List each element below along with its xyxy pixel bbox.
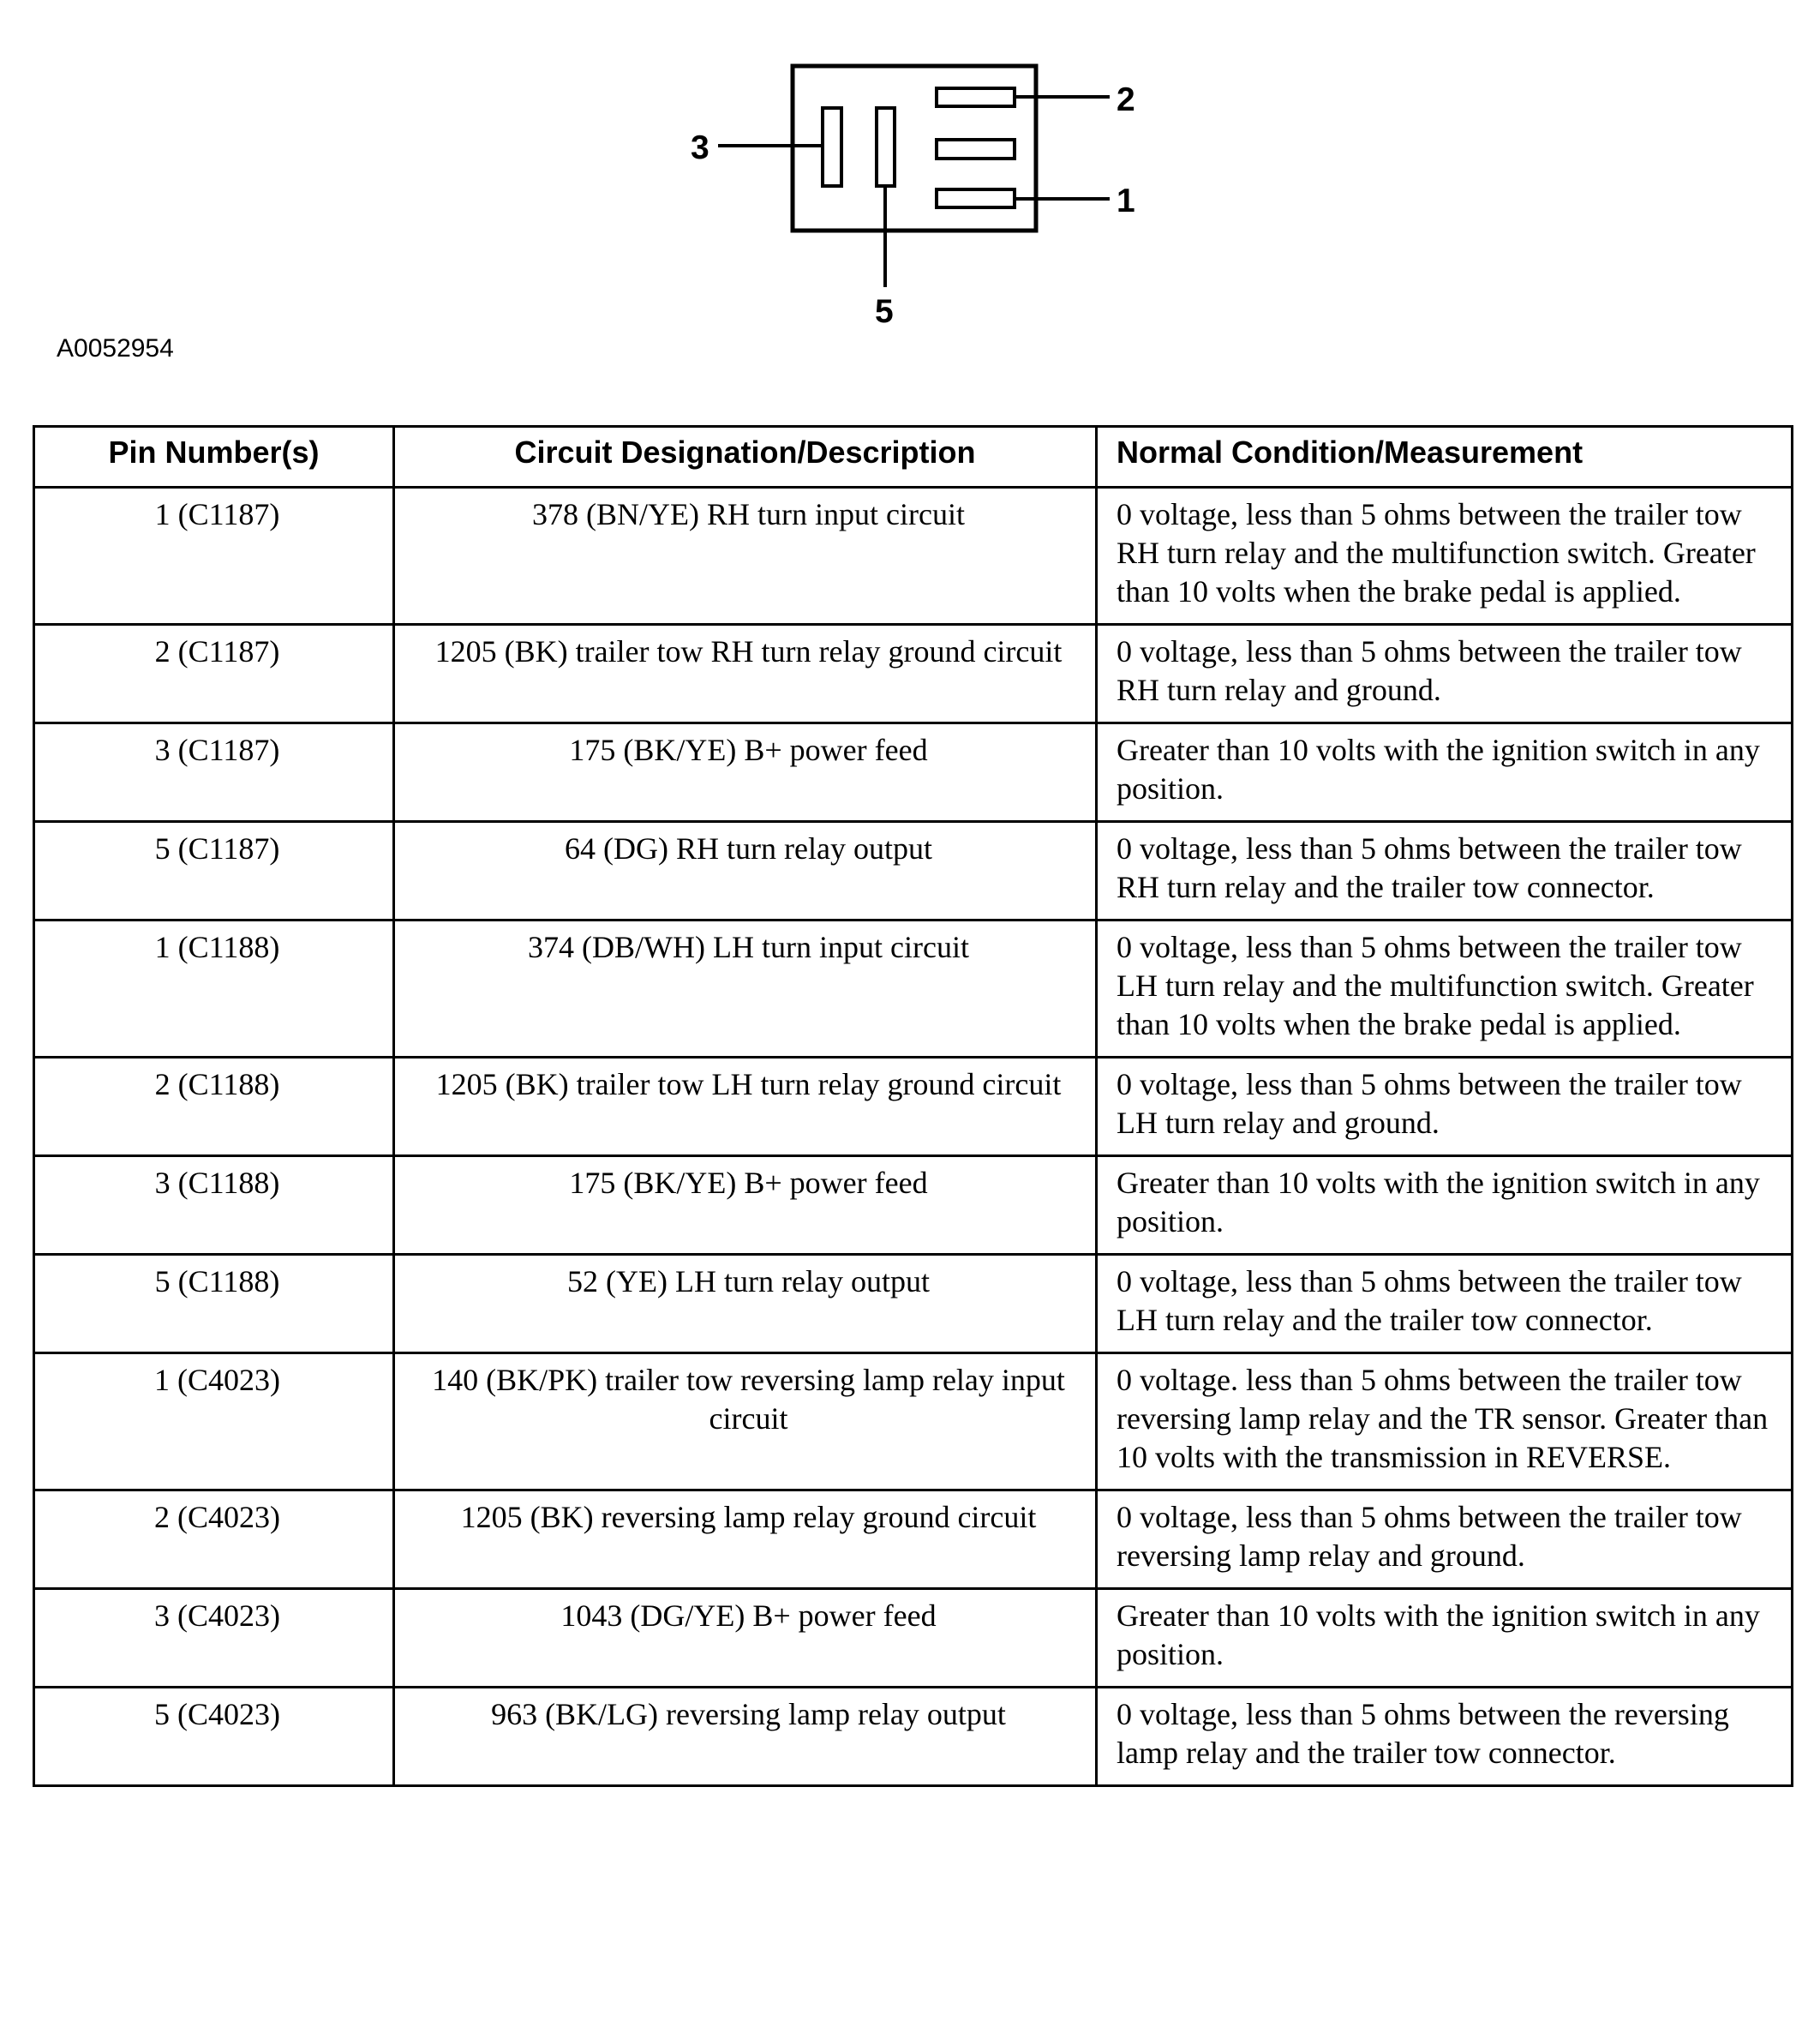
- figure-id: A0052954: [57, 334, 174, 363]
- pin-cell: 5 (C4023): [34, 1688, 394, 1786]
- circuit-cell: 374 (DB/WH) LH turn input circuit: [394, 921, 1097, 1058]
- condition-cell: Greater than 10 volts with the ignition switch in any position.: [1097, 1589, 1793, 1688]
- circuit-cell: 1043 (DG/YE) B+ power feed: [394, 1589, 1097, 1688]
- condition-cell: 0 voltage, less than 5 ohms between the trailer tow RH turn relay and the multifunction switch. Greater than 10 volts when the brake pedal is applied.: [1097, 488, 1793, 625]
- pin-cell: 2 (C1188): [34, 1058, 394, 1156]
- condition-cell: 0 voltage, less than 5 ohms between the trailer tow LH turn relay and ground.: [1097, 1058, 1793, 1156]
- circuit-cell: 1205 (BK) trailer tow RH turn relay ground circuit: [394, 625, 1097, 723]
- circuit-cell: 963 (BK/LG) reversing lamp relay output: [394, 1688, 1097, 1786]
- table-row: [34, 1255, 1793, 1353]
- table-row: [34, 1688, 1793, 1786]
- pin-cell: 1 (C1187): [34, 488, 394, 625]
- pin-cell: 5 (C1188): [34, 1255, 394, 1353]
- pin-cell: 5 (C1187): [34, 822, 394, 921]
- pin-label-5: 5: [875, 293, 894, 330]
- pin-table: [33, 425, 1793, 1787]
- table-row: [34, 921, 1793, 1058]
- condition-cell: 0 voltage, less than 5 ohms between the reversing lamp relay and the trailer tow connector.: [1097, 1688, 1793, 1786]
- condition-cell: Greater than 10 volts with the ignition switch in any position.: [1097, 1156, 1793, 1255]
- table-header-row: [34, 427, 1793, 488]
- condition-cell: 0 voltage. less than 5 ohms between the trailer tow reversing lamp relay and the TR sensor. Greater than 10 volts with the transmission in REVERSE.: [1097, 1353, 1793, 1490]
- table-row: [34, 1353, 1793, 1490]
- pin-cell: 1 (C4023): [34, 1353, 394, 1490]
- condition-cell: 0 voltage, less than 5 ohms between the trailer tow LH turn relay and the trailer tow connector.: [1097, 1255, 1793, 1353]
- condition-cell: 0 voltage, less than 5 ohms between the trailer tow RH turn relay and ground.: [1097, 625, 1793, 723]
- pin-cell: 2 (C1187): [34, 625, 394, 723]
- terminal-pin-5: [877, 108, 895, 186]
- pin-cell: 3 (C4023): [34, 1589, 394, 1688]
- table-row: [34, 488, 1793, 625]
- pin-cell: 2 (C4023): [34, 1490, 394, 1589]
- table-row: [34, 1156, 1793, 1255]
- condition-cell: Greater than 10 volts with the ignition switch in any position.: [1097, 723, 1793, 822]
- header-circuit: Circuit Designation/Description: [394, 427, 1097, 488]
- condition-cell: 0 voltage, less than 5 ohms between the trailer tow reversing lamp relay and ground.: [1097, 1490, 1793, 1589]
- pin-label-2: 2: [1117, 81, 1135, 118]
- circuit-cell: 175 (BK/YE) B+ power feed: [394, 723, 1097, 822]
- circuit-cell: 1205 (BK) trailer tow LH turn relay ground circuit: [394, 1058, 1097, 1156]
- terminal-pin-2: [937, 88, 1015, 106]
- table-row: [34, 625, 1793, 723]
- condition-cell: 0 voltage, less than 5 ohms between the trailer tow RH turn relay and the trailer tow connector.: [1097, 822, 1793, 921]
- table-row: [34, 1589, 1793, 1688]
- circuit-cell: 140 (BK/PK) trailer tow reversing lamp relay input circuit: [394, 1353, 1097, 1490]
- pin-cell: 3 (C1188): [34, 1156, 394, 1255]
- relay-connector-diagram: [0, 0, 1820, 360]
- terminal-pin-1: [937, 189, 1015, 207]
- circuit-cell: 1205 (BK) reversing lamp relay ground circuit: [394, 1490, 1097, 1589]
- header-condition: Normal Condition/Measurement: [1097, 427, 1793, 488]
- terminal-blank: [937, 140, 1015, 159]
- pin-label-3: 3: [691, 129, 709, 166]
- pin-label-1: 1: [1117, 183, 1135, 219]
- condition-cell: 0 voltage, less than 5 ohms between the trailer tow LH turn relay and the multifunction switch. Greater than 10 volts when the brake pedal is applied.: [1097, 921, 1793, 1058]
- terminal-pin-3: [823, 108, 841, 186]
- pin-cell: 3 (C1187): [34, 723, 394, 822]
- table-body: [34, 488, 1793, 1786]
- table-row: [34, 822, 1793, 921]
- circuit-cell: 175 (BK/YE) B+ power feed: [394, 1156, 1097, 1255]
- table-row: [34, 1490, 1793, 1589]
- circuit-cell: 64 (DG) RH turn relay output: [394, 822, 1097, 921]
- table-row: [34, 723, 1793, 822]
- circuit-cell: 378 (BN/YE) RH turn input circuit: [394, 488, 1097, 625]
- header-pin: Pin Number(s): [34, 427, 394, 488]
- circuit-cell: 52 (YE) LH turn relay output: [394, 1255, 1097, 1353]
- pin-cell: 1 (C1188): [34, 921, 394, 1058]
- table-row: [34, 1058, 1793, 1156]
